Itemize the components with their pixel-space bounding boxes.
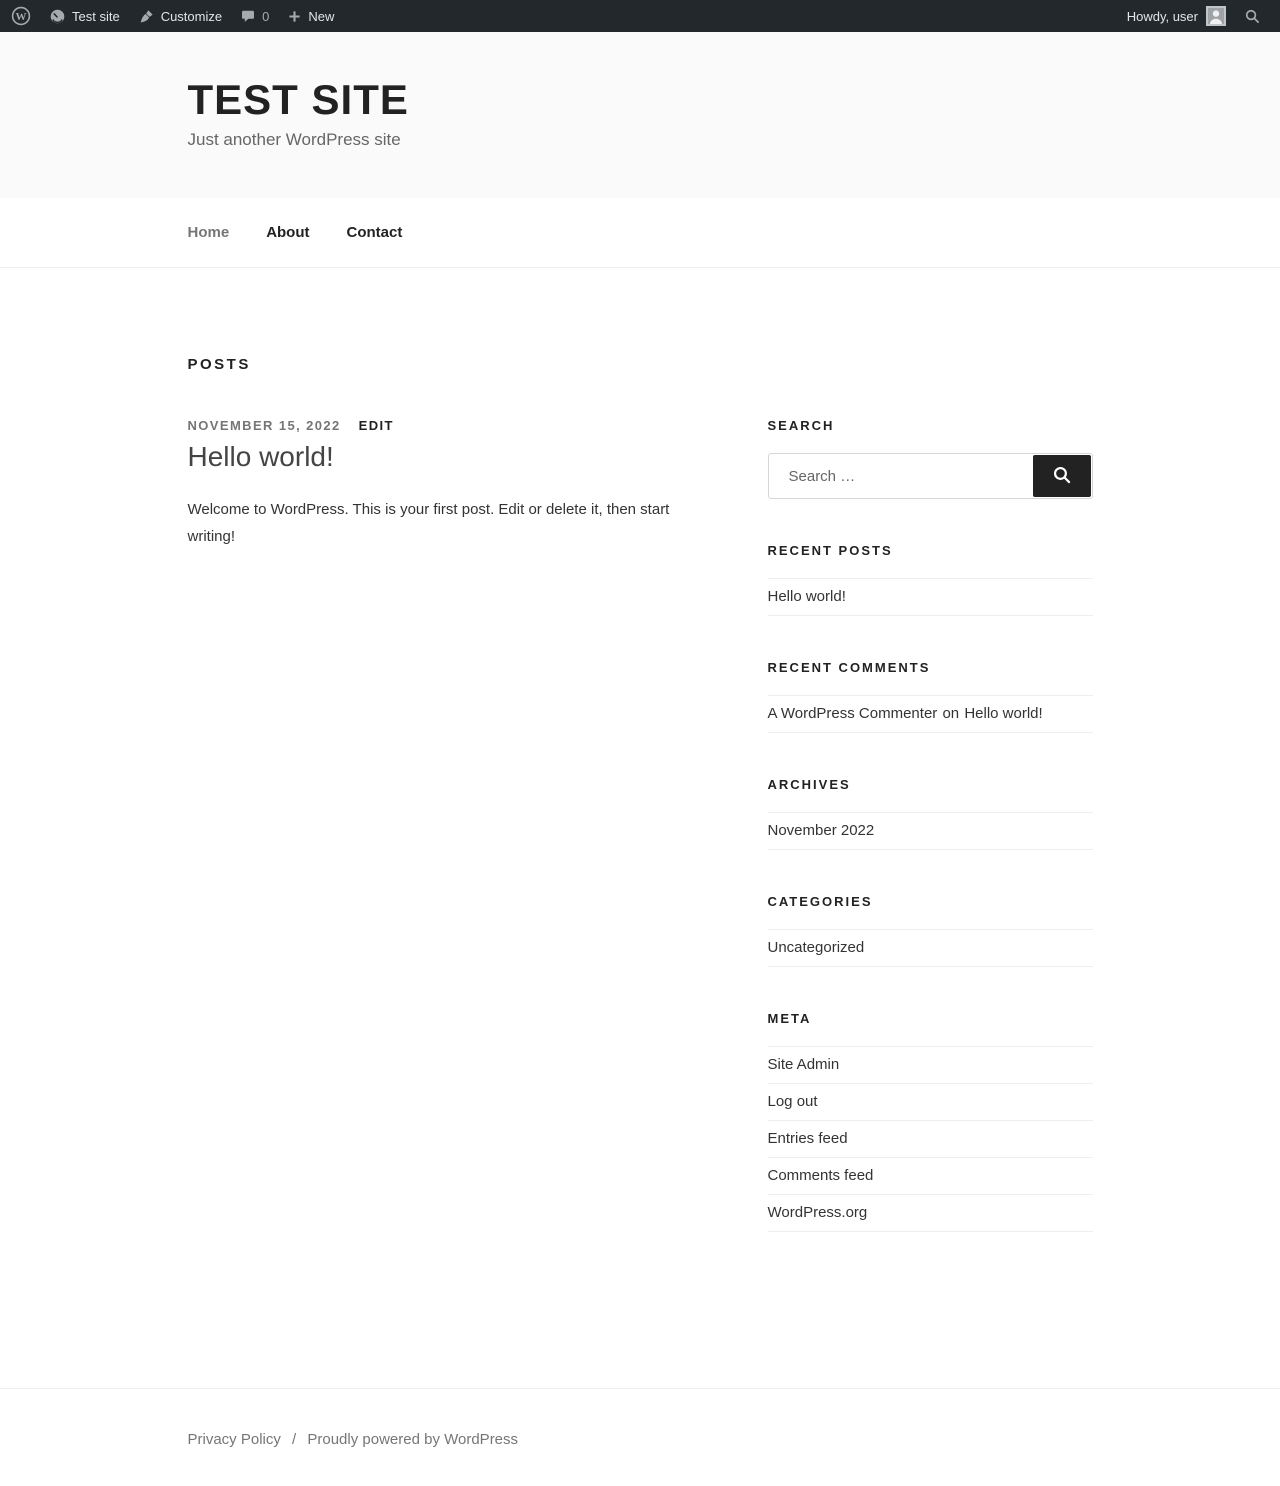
meta-comments-feed-link[interactable]: Comments feed [767,1167,874,1184]
meta-wordpress-org-link[interactable]: WordPress.org [767,1204,868,1221]
dashboard-gauge-icon [49,8,66,25]
list-item [768,930,1093,967]
widget-recent-posts-title: RECENT POSTS [767,543,893,558]
comment-connector: on [942,705,960,722]
meta-log-out-link[interactable]: Log out [767,1093,818,1110]
list-item [768,1121,1093,1158]
list-item [768,696,1093,733]
entry-meta [188,417,701,435]
site-content [188,268,1093,1388]
admin-bar-new[interactable] [278,0,343,32]
admin-bar-search[interactable] [1235,0,1270,32]
privacy-policy-link[interactable]: Privacy Policy [187,1431,281,1448]
footer-separator: / [292,1431,297,1448]
widget-recent-comments [768,660,1093,733]
site-footer [0,1388,1280,1486]
admin-bar-left [0,0,343,32]
admin-bar-customize[interactable] [129,0,231,32]
admin-bar [0,0,1280,32]
admin-bar-customize-label: Customize [160,8,223,24]
widget-search-title: SEARCH [767,418,835,433]
widget-categories-title: CATEGORIES [767,894,873,909]
search-submit-button[interactable] [1033,455,1091,497]
post-excerpt: Welcome to WordPress. This is your first post. Edit or delete it, then start writing! [187,501,670,545]
site-title-link[interactable]: TEST SITE [187,76,409,123]
admin-bar-right [1118,0,1280,32]
powered-by-link[interactable]: Proudly powered by WordPress [307,1431,519,1448]
list-item [768,579,1093,616]
site-tagline: Just another WordPress site [187,130,401,150]
nav-item-home[interactable]: Home [187,223,230,241]
plus-icon [287,9,302,24]
category-link[interactable]: Uncategorized [767,939,865,956]
list-item [768,1195,1093,1232]
admin-bar-comments[interactable] [231,0,278,32]
posts-column [188,356,701,1276]
admin-bar-new-label: New [308,8,335,24]
list-item [768,813,1093,850]
archive-link[interactable]: November 2022 [767,822,875,839]
admin-bar-site-name: Test site [72,8,120,24]
post-date-link[interactable]: NOVEMBER 15, 2022 [187,418,341,433]
meta-site-admin-link[interactable]: Site Admin [767,1056,840,1073]
widget-search [768,418,1093,499]
comment-post-link[interactable]: Hello world! [964,705,1043,722]
comment-bubble-icon [240,8,256,24]
comment-author-link[interactable]: A WordPress Commenter [767,705,938,722]
admin-bar-my-account[interactable] [1118,0,1235,32]
wordpress-logo-menu[interactable] [2,0,40,32]
meta-entries-feed-link[interactable]: Entries feed [767,1130,848,1147]
admin-bar-site-menu[interactable] [40,0,129,32]
widget-recent-posts [768,543,1093,616]
post-article [188,417,701,550]
widget-meta-title: META [767,1011,812,1026]
svg-text:W: W [15,10,27,23]
widget-archives-title: ARCHIVES [767,777,851,792]
wordpress-logo-icon [11,6,31,26]
paintbrush-icon [138,8,155,25]
search-button-icon [1051,464,1073,489]
search-icon [1244,8,1261,25]
page-title: POSTS [187,356,251,373]
site-header [0,32,1280,198]
list-item [768,1084,1093,1121]
recent-post-link[interactable]: Hello world! [767,588,846,605]
admin-bar-comments-count: 0 [262,8,270,24]
avatar [1206,6,1226,26]
widget-categories [768,894,1093,967]
nav-item-about[interactable]: About [266,223,310,241]
list-item [768,1047,1093,1084]
sidebar [768,418,1093,1276]
widget-meta [768,1011,1093,1232]
widget-recent-comments-title: RECENT COMMENTS [767,660,931,675]
search-form [768,453,1093,499]
widget-archives [768,777,1093,850]
post-edit-link[interactable]: EDIT [358,418,394,433]
nav-item-contact[interactable]: Contact [346,223,403,241]
list-item [768,1158,1093,1195]
post-title-link[interactable]: Hello world! [187,441,334,472]
howdy-user-label: Howdy, user [1126,8,1198,24]
top-navigation [0,198,1280,268]
